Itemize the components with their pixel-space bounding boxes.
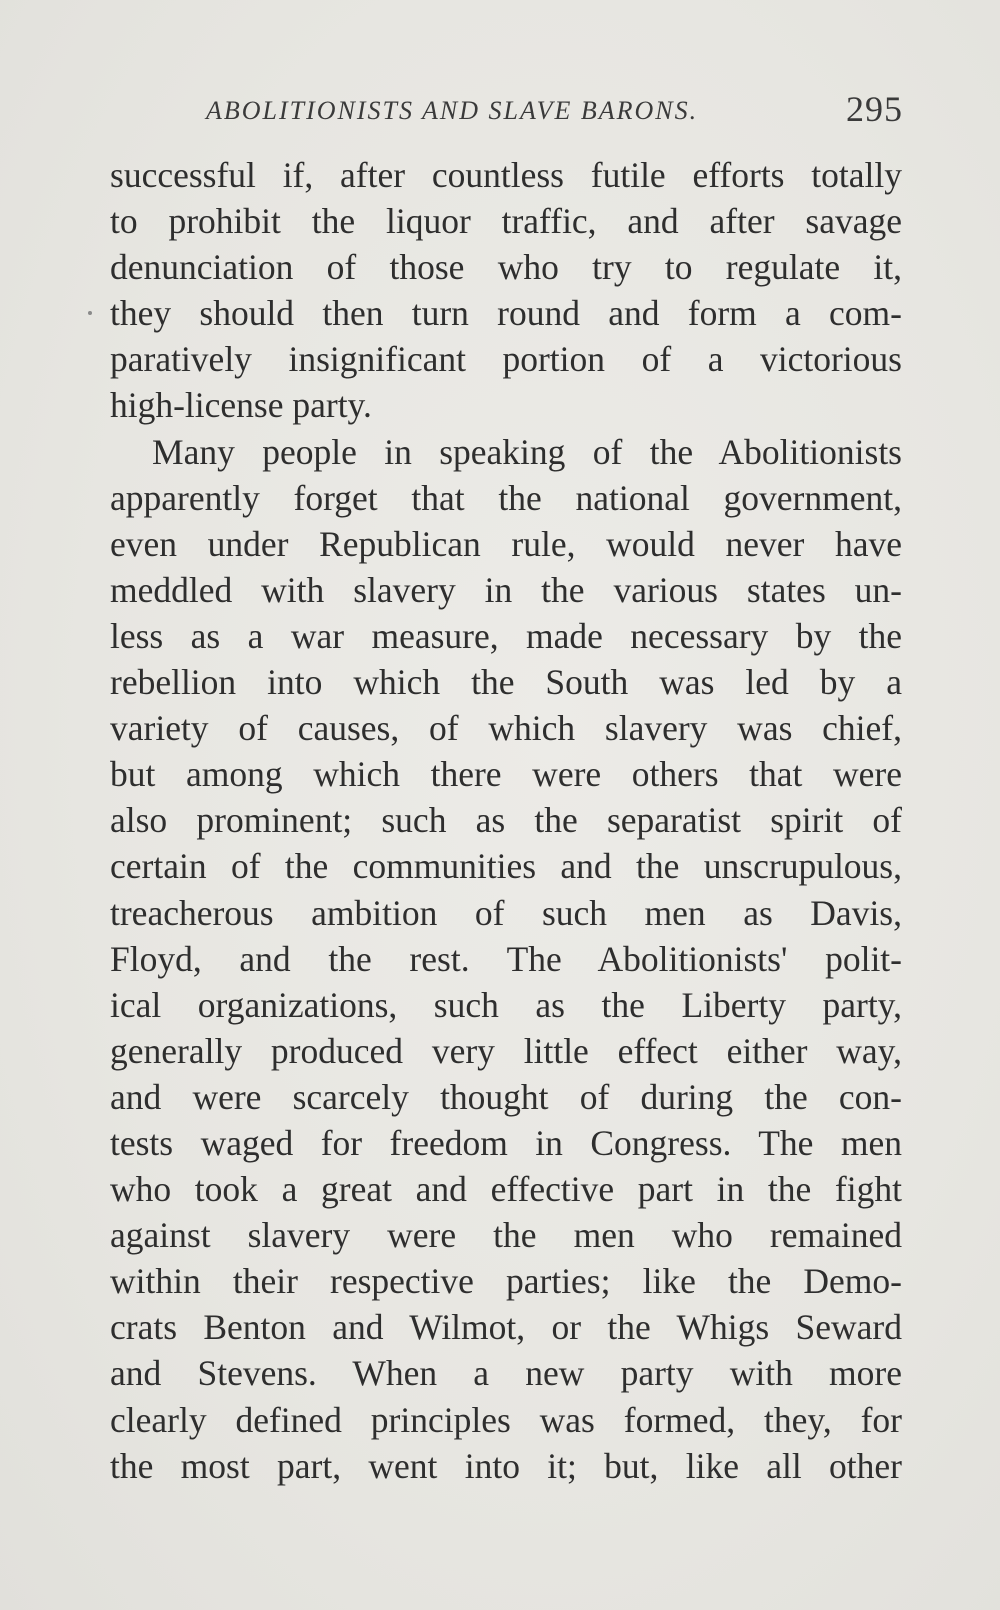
text-line: against slavery were the men who remained [110, 1215, 902, 1256]
text-line: who took a great and effective part in the fight [110, 1169, 902, 1210]
text-line: ical organizations, such as the Liberty party, [110, 984, 902, 1025]
text-line: Floyd, and the rest. The Abolitionists' polit- [110, 938, 902, 979]
body-text [110, 152, 902, 1489]
text-line: to prohibit the liquor traffic, and after savage [110, 201, 902, 242]
text-line: rebellion into which the South was led by a [110, 662, 902, 703]
text-line: meddled with slavery in the various states un- [110, 569, 902, 610]
text-line: Many people in speaking of the Abolitionists [152, 431, 902, 472]
text-line: even under Republican rule, would never have [110, 523, 902, 564]
page-number: 295 [846, 89, 903, 129]
text-line: paratively insignificant portion of a victorious [110, 339, 902, 380]
text-line: high-license party. [110, 385, 372, 426]
text-line: they should then turn round and form a com- [110, 293, 902, 334]
text-line: less as a war measure, made necessary by the [110, 615, 902, 656]
margin-speck [88, 311, 92, 315]
text-line: the most part, went into it; but, like all other [110, 1445, 902, 1486]
text-line: crats Benton and Wilmot, or the Whigs Seward [110, 1307, 902, 1348]
text-line: denunciation of those who try to regulate it, [110, 247, 902, 288]
text-line: and were scarcely thought of during the con- [110, 1076, 902, 1117]
text-line: treacherous ambition of such men as Davis, [110, 892, 902, 933]
text-line: and Stevens. When a new party with more [110, 1353, 902, 1394]
running-head [108, 86, 903, 136]
text-line: clearly defined principles was formed, they, for [110, 1399, 902, 1440]
text-line: variety of causes, of which slavery was chief, [110, 708, 902, 749]
text-line: also prominent; such as the separatist spirit of [110, 800, 902, 841]
paragraph-2 [110, 429, 902, 1489]
running-title: ABOLITIONISTS AND SLAVE BARONS. [206, 96, 699, 125]
text-line: within their respective parties; like the Demo- [110, 1261, 902, 1302]
text-line: but among which there were others that were [110, 754, 902, 795]
paragraph-1 [110, 152, 902, 429]
text-line: apparently forget that the national government, [110, 477, 902, 518]
text-line: tests waged for freedom in Congress. The men [110, 1122, 902, 1163]
text-line: successful if, after countless futile efforts totally [110, 155, 902, 195]
text-line: certain of the communities and the unscrupulous, [110, 846, 902, 887]
text-line: generally produced very little effect either way, [110, 1030, 902, 1071]
